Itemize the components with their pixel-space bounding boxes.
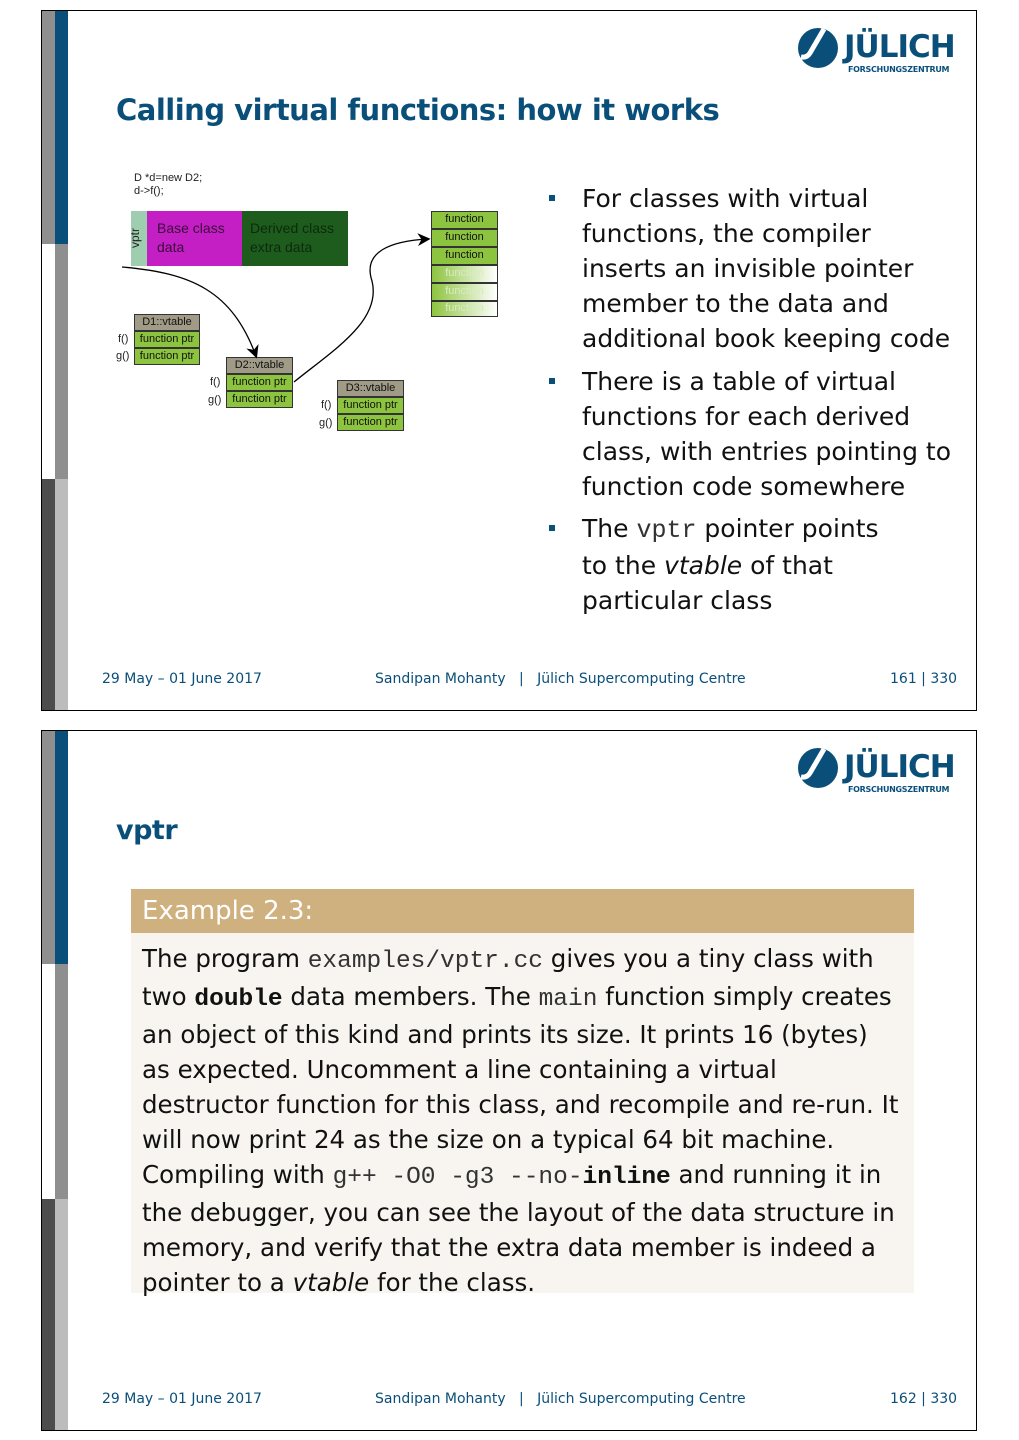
footer-author: Sandipan Mohanty [375,1391,506,1407]
function-cell-faded: function [431,265,498,283]
vtable-header: D2::vtable [226,357,293,374]
function-ptr-cell: function ptr [134,331,200,348]
function-cell-faded: function [431,301,498,317]
method-label: g() [208,394,222,406]
page-current: 161 [890,671,917,687]
bullet-text: There is a table of virtual functions for each derived class, with entries pointing to function code somewhere [582,367,952,501]
julich-logo-icon [796,747,840,789]
slide-162 [41,730,977,1431]
vptr-label: vptr [128,227,143,249]
julich-logo [796,27,956,77]
sidebar-stripe [42,1199,55,1431]
bullet-text: of that particular class [582,551,833,615]
footer-author: Sandipan Mohanty [375,671,506,687]
example-text: data members. The [282,982,539,1011]
sidebar-stripe [55,479,68,711]
slide-title: Calling virtual functions: how it works [116,93,720,127]
base-class-data: Base class data [147,211,242,266]
julich-logo-icon [796,27,840,69]
method-label: f() [210,376,221,388]
function-cell: function [431,229,498,247]
sidebar-stripe [42,731,55,964]
footer-center [375,671,746,687]
inline-code: g++ -O0 -g3 --no- [332,1164,583,1191]
sidebar-stripe [42,479,55,711]
example-text: function simply creates an object of this kind and prints its size. It prints 16 (bytes) as expected. Uncomment a line containing a virtual destructor function for this class, and recompile and re-run. It will now print 24 as the size on a typical 64 bit machine. Compiling with [142,982,899,1189]
code-line: d->f(); [134,185,164,197]
function-ptr-cell: function ptr [226,391,293,408]
julich-logo [796,747,956,797]
logo-text: JÜLICH [844,29,955,65]
bullet-item [582,181,962,356]
vptr-arrow [122,267,256,356]
sidebar-stripe [55,731,68,964]
example-text: gives you a tiny class with two [142,944,874,1011]
function-ptr-cell: function ptr [337,414,404,431]
method-label: g() [319,417,333,429]
logo-subtitle: FORSCHUNGSZENTRUM [848,65,950,74]
sidebar-stripe [55,964,68,1199]
method-label: f() [321,399,332,411]
bullet-icon [549,378,555,384]
function-ptr-cell: function ptr [226,374,293,391]
bullet-text: pointer points to the [582,514,879,580]
bullet-text: The [582,514,637,543]
inline-code: vptr [636,516,697,545]
example-text: for the class. [369,1268,536,1297]
footer-separator: | [519,671,524,687]
sidebar-stripe [55,1199,68,1431]
bullet-item [582,511,882,618]
page-current: 162 [890,1391,917,1407]
pointer-arrows [42,11,542,461]
method-label: g() [116,350,130,362]
function-cell: function [431,247,498,265]
logo-text: JÜLICH [844,749,955,785]
footer-center [375,1391,746,1407]
logo-subtitle: FORSCHUNGSZENTRUM [848,785,950,794]
example-body [131,933,914,1297]
page-number: 162 | 330 [890,1391,958,1407]
emphasis: vtable [292,1268,370,1297]
method-label: f() [118,333,129,345]
example-text: and running it in the debugger, you can see the layout of the data structure in memory, and verify that the extra data member is indeed a pointer to a [142,1160,895,1297]
vtable-header: D3::vtable [337,380,404,397]
emphasis: vtable [664,551,743,580]
function-cell-faded: function [431,283,498,301]
inline-code: examples/vptr.cc [307,948,543,975]
footer-date: 29 May – 01 June 2017 [102,671,262,687]
function-ptr-cell: function ptr [134,348,200,365]
code-line: D *d=new D2; [134,172,203,184]
inline-code: main [538,986,598,1013]
slide-title: vptr [116,815,178,846]
bullet-item [582,364,962,504]
example-header: Example 2.3: [131,889,914,933]
function-ptr-arrow [294,239,428,382]
function-cell: function [431,211,498,229]
footer-institute: Jülich Supercomputing Centre [537,1391,746,1407]
slide-161 [41,10,977,711]
keyword: double [194,986,283,1013]
footer-separator: | [519,1391,524,1407]
footer-institute: Jülich Supercomputing Centre [537,671,746,687]
bullet-icon [549,525,555,531]
footer-date: 29 May – 01 June 2017 [102,1391,262,1407]
vtable-header: D1::vtable [134,314,200,331]
example-text: The program [142,944,308,973]
bullet-text: For classes with virtual functions, the compiler inserts an invisible pointer member to the data and additional book keeping code [582,184,951,353]
page-total: 330 [930,671,958,687]
function-ptr-cell: function ptr [337,397,404,414]
bullet-icon [549,195,555,201]
derived-class-data: Derived class extra data [242,211,348,266]
page-total: 330 [930,1391,958,1407]
keyword: inline [582,1164,671,1191]
page-number: 161 | 330 [890,671,958,687]
